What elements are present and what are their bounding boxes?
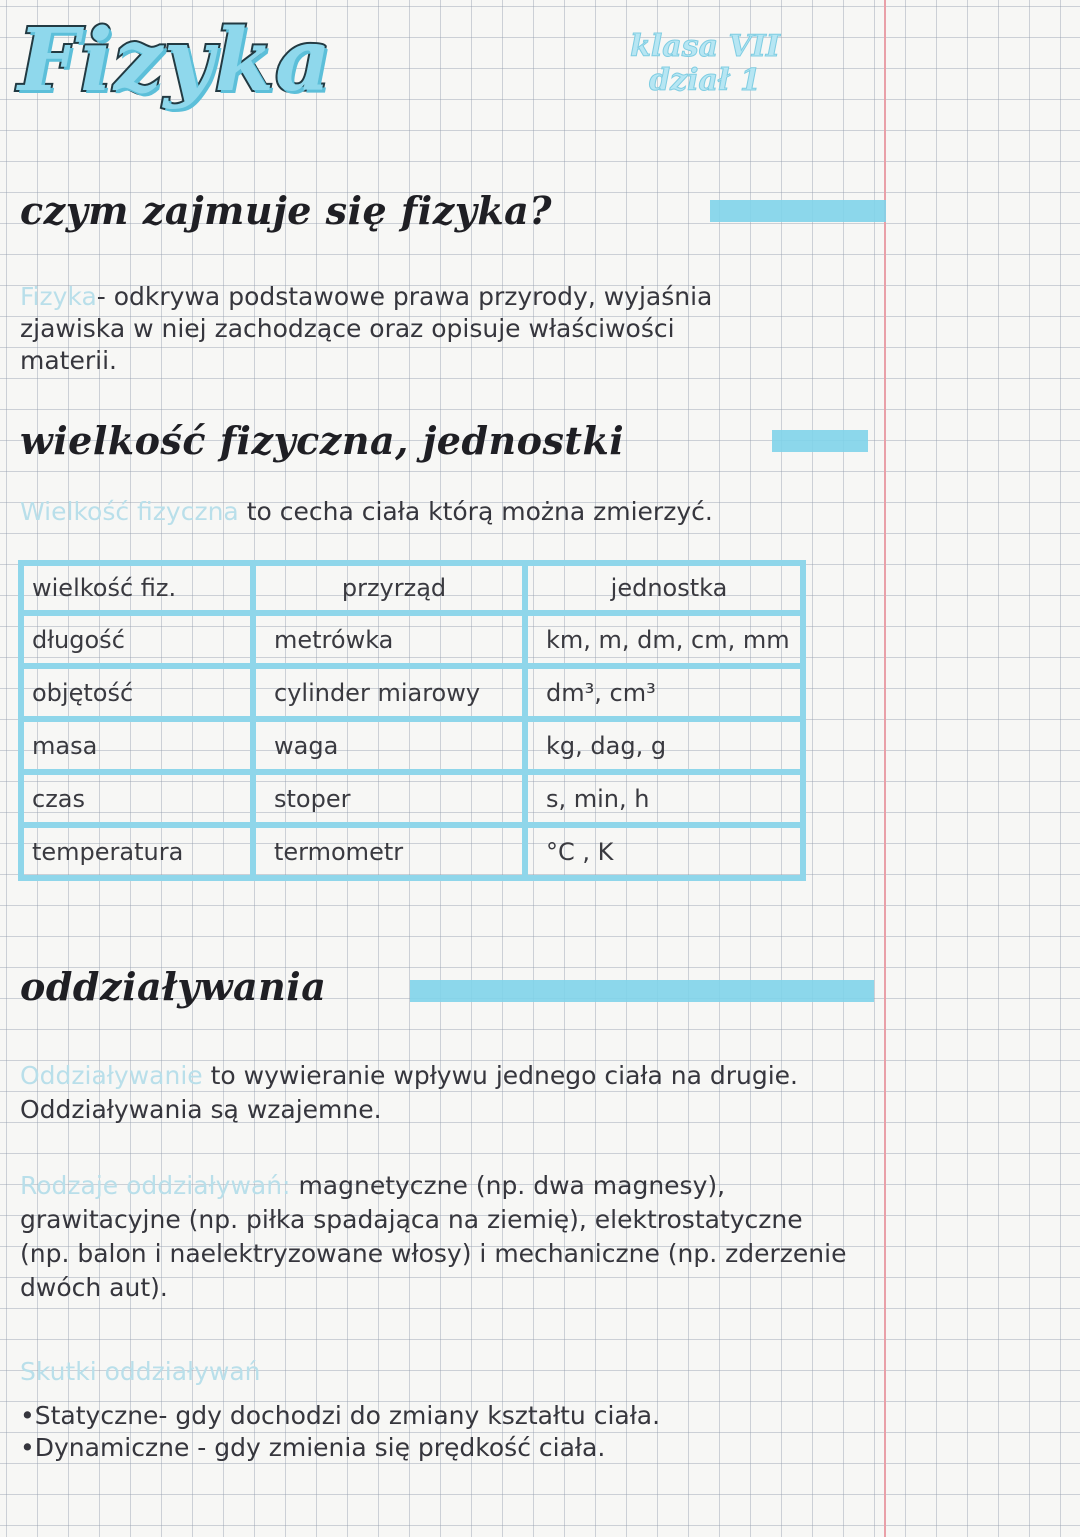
section3-types-line-4: dwóch aut).: [20, 1273, 168, 1302]
section1-line-1: Fizyka- odkrywa podstawowe prawa przyrody, wyjaśnia: [20, 282, 713, 311]
table-cell: termometr: [253, 825, 525, 878]
table-cell: s, min, h: [525, 772, 803, 825]
table-cell: cylinder miarowy: [253, 666, 525, 719]
table-cell: objętość: [21, 666, 253, 719]
table-cell: stoper: [253, 772, 525, 825]
section1-line-2: zjawiska w niej zachodzące oraz opisuje właściwości: [20, 314, 675, 343]
section3-types-line-2: grawitacyjne (np. piłka spadająca na ziemię), elektrostatyczne: [20, 1205, 803, 1234]
table-row: [21, 825, 803, 878]
table-cell: metrówka: [253, 613, 525, 666]
table-cell: masa: [21, 719, 253, 772]
section3-definition: Oddziaływanie to wywieranie wpływu jednego ciała na drugie.: [20, 1061, 798, 1090]
section-heading-fizyka: czym zajmuje się fizyka?: [20, 188, 553, 233]
term-wielkosc-fizyczna: Wielkość fizyczna: [20, 497, 239, 526]
section-heading-wielkosc: wielkość fizyczna, jednostki: [20, 418, 625, 463]
table-row: [21, 666, 803, 719]
units-table: [18, 560, 806, 881]
table-cell: kg, dag, g: [525, 719, 803, 772]
page-title: Fizyka: [18, 10, 332, 111]
subtitle-line-1: klasa VII: [630, 29, 780, 64]
table-cell: °C , K: [525, 825, 803, 878]
subtitle-line-2: dział 1: [649, 63, 761, 98]
table-header-cell: wielkość fiz.: [21, 563, 253, 613]
term-rodzaje-oddzialywan: Rodzaje oddziaływań:: [20, 1171, 291, 1200]
table-row: [21, 613, 803, 666]
term-oddzialywanie: Oddziaływanie: [20, 1061, 203, 1090]
section3-effect-1: •Statyczne- gdy dochodzi do zmiany kształtu ciała.: [20, 1401, 661, 1430]
table-cell: temperatura: [21, 825, 253, 878]
section3-effect-2: •Dynamiczne - gdy zmienia się prędkość ciała.: [20, 1433, 606, 1462]
table-cell: czas: [21, 772, 253, 825]
page-subtitle: [600, 30, 810, 98]
table-cell: długość: [21, 613, 253, 666]
section3-types-line-1: Rodzaje oddziaływań: magnetyczne (np. dwa magnesy),: [20, 1171, 726, 1200]
heading-highlight-bar: [410, 980, 874, 1002]
table-cell: waga: [253, 719, 525, 772]
table-header-cell: przyrząd: [253, 563, 525, 613]
table-cell: km, m, dm, cm, mm: [525, 613, 803, 666]
heading-highlight-bar: [710, 200, 886, 222]
section3-types-line-3: (np. balon i naelektryzowane włosy) i mechaniczne (np. zderzenie: [20, 1239, 847, 1268]
section2-definition: Wielkość fizyczna to cecha ciała którą można zmierzyć.: [20, 497, 713, 526]
table-header-row: [21, 563, 803, 613]
table-row: [21, 772, 803, 825]
section1-line-3: materii.: [20, 346, 117, 375]
table-row: [21, 719, 803, 772]
heading-highlight-bar: [772, 430, 868, 452]
table-cell: dm³, cm³: [525, 666, 803, 719]
table-header-cell: jednostka: [525, 563, 803, 613]
term-fizyka: Fizyka: [20, 282, 97, 311]
notebook-margin-line: [884, 0, 886, 1537]
section3-mutual: Oddziaływania są wzajemne.: [20, 1095, 382, 1124]
section-heading-oddzialywania: oddziaływania: [20, 964, 327, 1009]
term-skutki-oddzialywan: Skutki oddziaływań: [20, 1357, 261, 1386]
